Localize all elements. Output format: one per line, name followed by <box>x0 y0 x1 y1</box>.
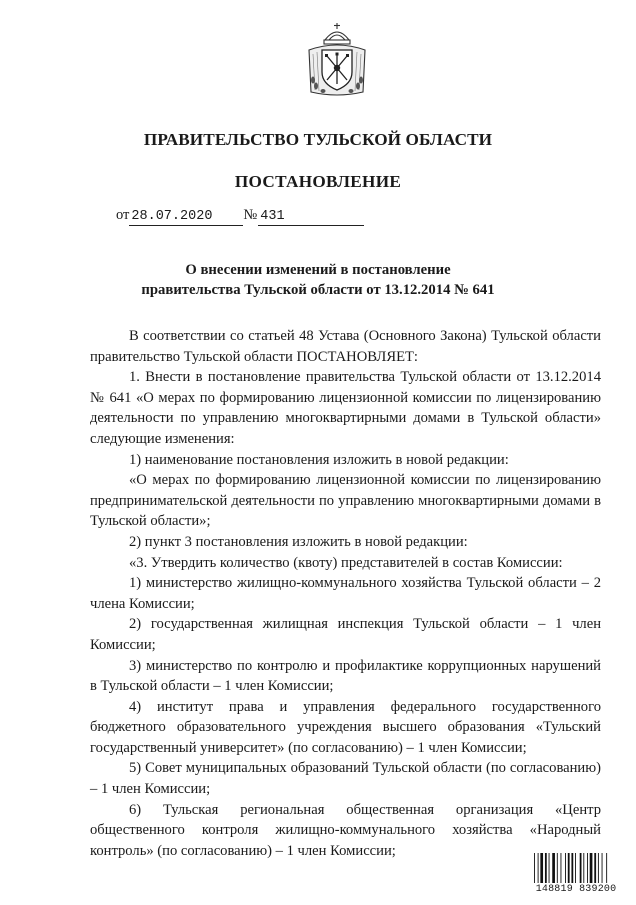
document-body <box>90 326 601 861</box>
body-paragraph: 1) министерство жилищно-коммунального хозяйства Тульской области – 2 члена Комиссии; <box>90 575 601 612</box>
number-prefix: № <box>243 207 258 223</box>
date-prefix: от <box>116 207 130 223</box>
body-paragraph: 5) Совет муниципальных образований Тульской области (по согласованию) – 1 член Комиссии; <box>90 760 601 798</box>
body-paragraph: 2) пункт 3 постановления изложить в новой редакции: <box>129 533 468 550</box>
body-paragraph: 6) Тульская региональная общественная организация «Центр общественного контроля жилищно-коммунального хозяйства «Народный контроль» (по согласованию) – 1 член Комиссии; <box>90 801 601 859</box>
body-paragraph: 3) министерство по контролю и профилактике коррупционных нарушений в Тульской области – 1 член Комиссии; <box>90 657 601 695</box>
body-paragraph: 4) институт права и управления федерального государственного бюджетного образовательного учреждения высшего образования «Тульский государственный университет» (по согласованию) – 1 член Комиссии; <box>90 698 601 756</box>
body-paragraph: «О мерах по формированию лицензионной комиссии по лицензированию предпринимательской деятельности по управлению многоквартирными домами в Тульской области»; <box>90 472 601 530</box>
barcode-number: 148819 839200 <box>535 884 617 895</box>
subject-line-1: О внесении изменений в постановление <box>185 262 451 278</box>
body-paragraph: 2) государственная жилищная инспекция Тульской области – 1 член Комиссии; <box>90 616 601 653</box>
date-number-line <box>116 207 364 226</box>
body-paragraph: 1. Внести в постановление правительства Тульской области от 13.12.2014 № 641 «О мерах по формированию лицензионной комиссии по лицензированию деятельности по управлению многоквартирными домами в Тульской области» следующие изменения: <box>90 369 601 447</box>
subject-line-2: правительства Тульской области от 13.12.2014 № 641 <box>141 281 495 298</box>
document-type-title: ПОСТАНОВЛЕНИЕ <box>234 172 402 191</box>
organization-title: ПРАВИТЕЛЬСТВО ТУЛЬСКОЙ ОБЛАСТИ <box>143 130 493 149</box>
barcode-bars <box>533 853 619 883</box>
body-paragraph: 1) наименование постановления изложить в новой редакции: <box>129 451 509 468</box>
body-paragraph: «3. Утвердить количество (квоту) представителей в состав Комиссии: <box>129 554 563 571</box>
document-subject <box>0 261 636 300</box>
body-paragraph: В соответствии со статьей 48 Устава (Основного Закона) Тульской области правительство Тульской области ПОСТАНОВЛЯЕТ: <box>90 328 601 365</box>
document-number: 431 <box>258 209 364 226</box>
document-date: 28.07.2020 <box>129 209 243 226</box>
document-barcode <box>533 853 619 897</box>
tula-region-coat-of-arms-icon <box>303 20 371 98</box>
